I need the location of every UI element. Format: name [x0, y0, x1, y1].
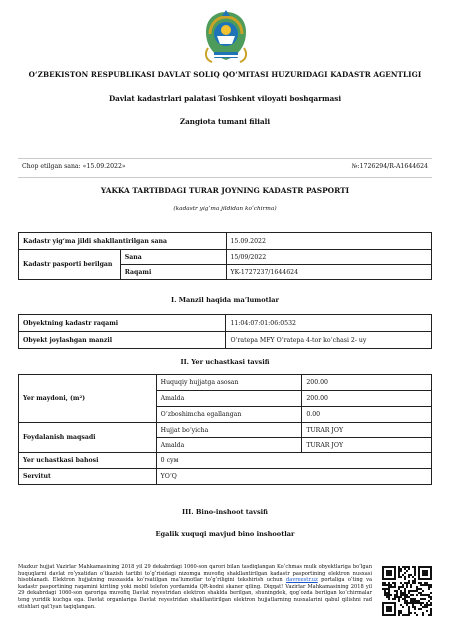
table-cell: Sana — [120, 250, 226, 265]
table-cell: Servitut — [19, 469, 157, 485]
state-emblem-icon — [200, 8, 252, 66]
table-cell: 200.00 — [302, 391, 432, 407]
section-title-address: I. Manzil haqida ma’lumotlar — [171, 296, 279, 304]
table-cell: Yer uchastkasi bahosi — [19, 453, 157, 469]
section-title-land: II. Yer uchastkasi tavsifi — [180, 358, 270, 366]
table-cell: YK-1727237/1644624 — [226, 265, 432, 280]
table-row — [19, 453, 432, 469]
table-cell: Amalda — [156, 391, 302, 407]
table-cell: 15.09.2022 — [226, 233, 432, 250]
branch-name: Zangiota tumani filiali — [179, 117, 271, 126]
table-row — [19, 375, 432, 391]
land-table — [18, 374, 432, 485]
table-row — [19, 250, 432, 265]
table-row — [19, 315, 432, 332]
table-cell: Foydalanish maqsadi — [19, 423, 157, 453]
area-label: Yer maydoni, (m²) — [23, 395, 86, 402]
print-date: Chop etilgan sana: «15.09.2022» — [22, 163, 126, 170]
table-row — [19, 423, 432, 438]
table-cell: Raqami — [120, 265, 226, 280]
table-cell: Obyekt joylashgan manzil — [19, 332, 226, 349]
document-subtitle: (kadastr yig‘ma jildidan ko‘chirma) — [173, 206, 277, 212]
table-cell: TURAR JOY — [302, 423, 432, 438]
address-table — [18, 314, 432, 349]
notice-text: Mazkur hujjat Vazirlar Mahkamasining 2018 yil 29 dekabrdagi 1060-son qarori bilan tasdiqlangan Ko‘chmas mulk obyektlariga bo‘lgan huquqlarni davlat ro‘yxatidan o‘tkazish tartibi to‘g‘risidagi nizomga muvofiq shakllantirilgan kadastr pasportining elektron nusxasi hisoblanadi. Elektron hujjatning nusxasida ko‘rsatilgan ma’lumotlar to‘g‘riligini tekshirish uchun — [18, 564, 372, 584]
table-cell: YO‘Q — [156, 469, 431, 485]
legal-notice — [18, 564, 372, 610]
table-cell: Obyektning kadastr raqami — [19, 315, 226, 332]
section-title-buildings: III. Bino-inshoot tavsifi — [182, 508, 268, 516]
table-cell: Kadastr pasporti berilgan — [19, 250, 121, 280]
table-cell: Kadastr yig‘ma jildi shakllantirilgan sana — [19, 233, 227, 250]
table-cell: TURAR JOY — [302, 438, 432, 453]
table-cell: 0 сум — [156, 453, 431, 469]
print-info-bar — [18, 158, 432, 178]
table-row — [19, 332, 432, 349]
table-cell: 11:04:07:01:06:0532 — [226, 315, 432, 332]
table-cell — [19, 375, 157, 423]
buildings-subtitle: Egalik xuquqi mavjud bino inshootlar — [155, 530, 295, 538]
qr-code-icon[interactable] — [382, 566, 432, 616]
table-cell: 200.00 — [302, 375, 432, 391]
table-cell: 15/09/2022 — [226, 250, 432, 265]
table-cell: Amalda — [156, 438, 302, 453]
table-cell: O‘zboshimcha egallangan — [156, 407, 302, 423]
notice-text-cont: portaliga o‘ting va kadastr pasportining raqamini kiriting yoki mobil telefon yordamida QR-kodni skaner qiling. Diqqat! Vazirlar Mahkamasining 2018 yil 29 dekabrdagi 1060-son qaroriga muvofiq Davlat reyestridan elektron shaklda berilgan, shuningdek, qog‘ozda berilgan ko‘chirmalar teng yuridik kuchga ega. Davlat organlariga Davlat reyestridan shakllantirilgan elektron hujjatlarning nusxalarini qabul qilishni rad etishlari qat’iyan taqiqlangan. — [18, 577, 372, 610]
passport-info-table — [18, 232, 432, 280]
table-row — [19, 233, 432, 250]
table-cell: 0.00 — [302, 407, 432, 423]
verification-link[interactable]: davreestr.uz — [286, 577, 318, 584]
document-number: №:1726294/R-A1644624 — [351, 163, 428, 170]
table-cell: Huquqiy hujjatga asosan — [156, 375, 302, 391]
table-cell: O‘ratepa MFY O‘ratepa 4-tor ko‘chasi 2- uy — [226, 332, 432, 349]
table-row — [19, 469, 432, 485]
table-cell: Hujjat bo‘yicha — [156, 423, 302, 438]
agency-name: O‘ZBEKISTON RESPUBLIKASI DAVLAT SOLIQ QO‘MITASI HUZURIDAGI KADASTR AGENTLIGI — [28, 70, 422, 79]
chamber-name: Davlat kadastrlari palatasi Toshkent viloyati boshqarmasi — [108, 94, 342, 103]
document-title: YAKKA TARTIBDAGI TURAR JOYNING KADASTR PASPORTI — [100, 186, 350, 195]
